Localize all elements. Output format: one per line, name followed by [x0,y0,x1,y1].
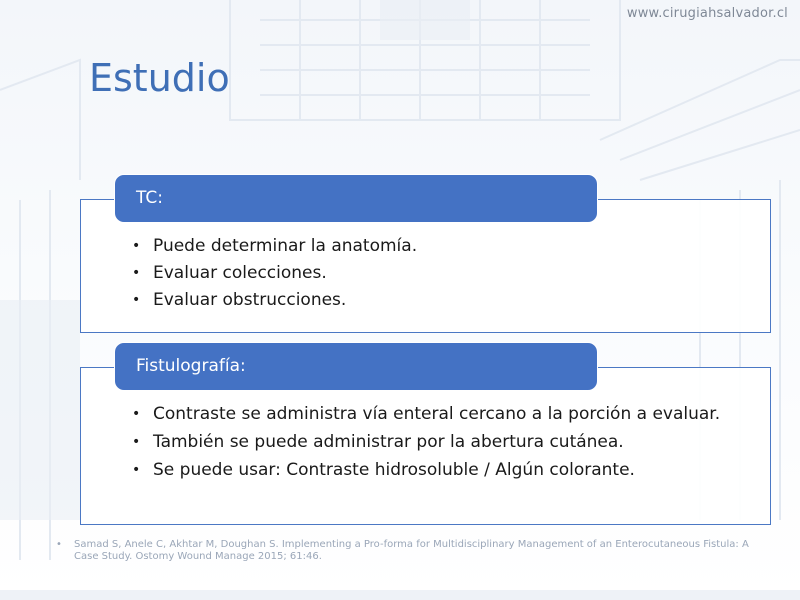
list-item [132,233,751,260]
list-item [132,458,751,483]
bullet-text: Evaluar obstrucciones. [153,290,347,310]
bullet-icon: • [132,462,141,478]
bullet-icon: • [132,238,141,254]
bullet-text: Evaluar colecciones. [153,263,327,283]
list-item [132,287,751,314]
website-url: www.cirugiahsalvador.cl [626,6,788,21]
section-tc-bullet-list [132,233,751,314]
bullet-icon: • [132,292,141,308]
section-fistulografia-bullet-list [132,402,751,486]
section-tc [80,174,771,334]
bullet-text: Se puede usar: Contraste hidrosoluble / Algún colorante. [153,460,635,480]
list-item [132,430,751,455]
bullet-text: Contraste se administra vía enteral cercano a la porción a evaluar. [153,404,721,424]
slide-title: Estudio [89,56,230,100]
bullet-icon: • [132,434,141,450]
reference-text: Samad S, Anele C, Akhtar M, Doughan S. Implementing a Pro-forma for Multidisciplinary Management of an Enterocutaneous Fistula: A Case Study. Ostomy Wound Manage 2015; 61:46. [74,539,749,562]
reference-citation [56,539,756,563]
bullet-icon: • [132,265,141,281]
bullet-icon: • [132,406,141,422]
list-item [132,260,751,287]
section-fistulografia [80,342,771,526]
bullet-text: Puede determinar la anatomía. [153,236,418,256]
reference-bullet-icon: • [56,539,62,550]
section-fistulografia-heading: Fistulografía: [114,342,598,391]
bullet-text: También se puede administrar por la abertura cutánea. [153,432,624,452]
list-item [132,402,751,427]
section-tc-heading: TC: [114,174,598,223]
